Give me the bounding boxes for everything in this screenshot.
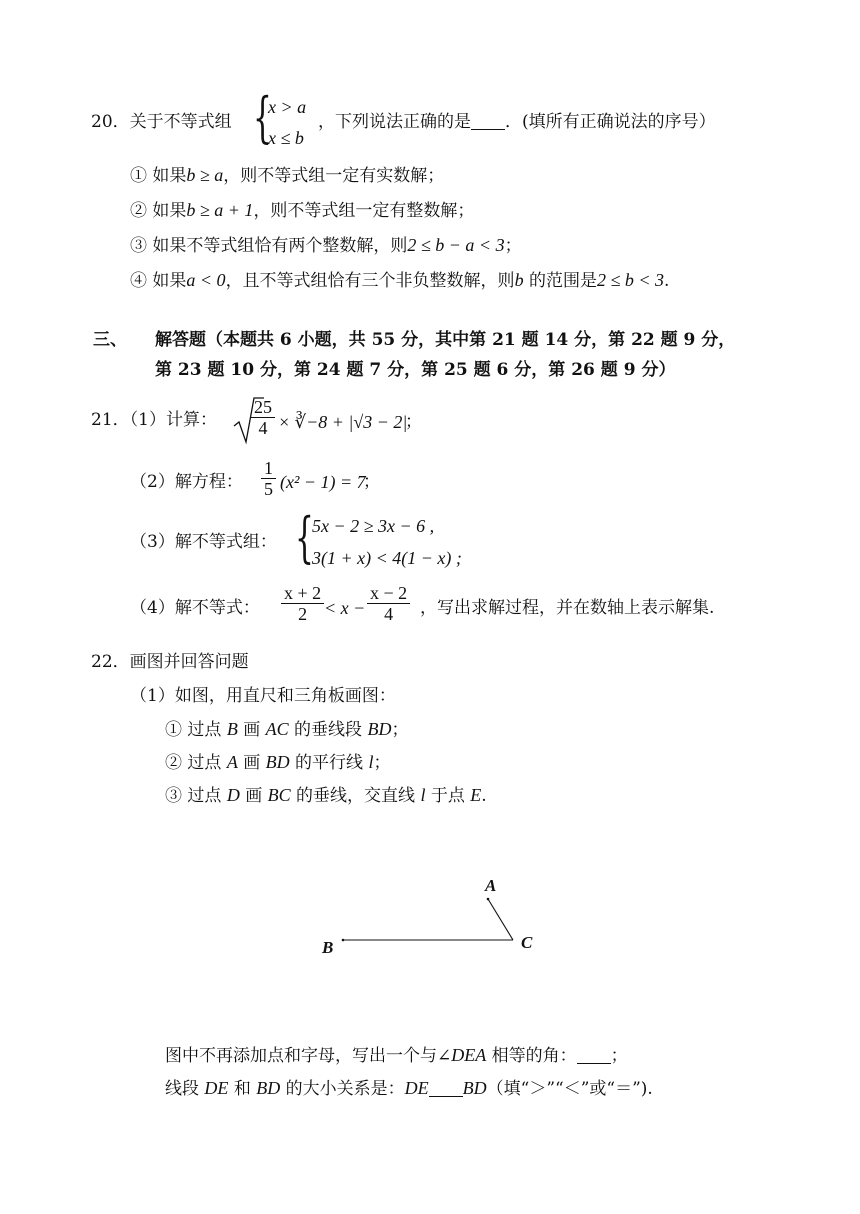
q22-answer-1: 图中不再添加点和字母，写出一个与∠DEA 相等的角： ；	[165, 1045, 628, 1066]
system-brace: {	[253, 86, 272, 149]
q20-answer-blank[interactable]	[471, 111, 505, 130]
q21-p1-fraction: $\frac{25}{4}$	[251, 397, 275, 438]
q22-step-1: ① 过点 B 画 AC 的垂线段 BD；	[165, 719, 409, 740]
system-brace-2: {	[295, 506, 314, 569]
geometry-figure	[300, 860, 560, 970]
q21-number: 21．	[91, 410, 130, 430]
point-b	[342, 939, 345, 942]
q21-part-1-label: （1）计算：	[129, 410, 217, 430]
q20-stem-b: ，下列说法正确的是	[318, 112, 471, 132]
q20-number: 20．	[91, 112, 130, 132]
q21-part-4-label: （4）解不等式：	[130, 598, 260, 618]
section-3-line-1: 解答题（本题共 6 小题，共 55 分，其中第 21 题 14 分，第 22 题 9 分，	[155, 330, 736, 350]
q22-number: 22．	[91, 652, 130, 672]
q22-answer-2: 线段 DE 和 BD 的大小关系是：DE BD（填“＞”“＜”或“＝”).	[165, 1078, 653, 1099]
label-a: A	[485, 876, 497, 895]
q22-angle-blank[interactable]	[577, 1045, 611, 1064]
q21-p4-fraction-2: $\frac{x - 2}{4}$	[367, 583, 410, 624]
q20-system-top: x > a	[268, 97, 307, 117]
section-3-number: 三、	[93, 330, 127, 350]
q21-p1-expression: × ∛−8 + |√3 − 2|	[278, 412, 408, 432]
q20-option-3: ③ 如果不等式组恰有两个整数解，则2 ≤ b − a < 3；	[130, 235, 522, 256]
q22-title: 画图并回答问题	[129, 652, 249, 672]
point-a	[487, 898, 490, 901]
q21-part-2-label: （2）解方程：	[130, 472, 243, 492]
q21-p3-bottom: 3(1 + x) < 4(1 − x) ;	[312, 548, 462, 568]
q21-p4-fraction-1: $\frac{x + 2}{2}$	[281, 583, 324, 624]
q20-stem-a: 关于不等式组	[129, 112, 232, 132]
q21-p4-end: ，写出求解过程，并在数轴上表示解集.	[420, 598, 715, 618]
figure-lines	[300, 860, 560, 970]
q21-p2-fraction: $\frac{1}{5}$	[261, 458, 276, 499]
q21-p2-expression: (x² − 1) = 7	[280, 472, 366, 492]
q22-part-1: （1）如图，用直尺和三角板画图：	[130, 686, 396, 706]
q22-compare-blank[interactable]	[429, 1078, 463, 1097]
q20-option-1: ① 如果b ≥ a，则不等式组一定有实数解；	[130, 165, 445, 186]
q20-stem-c: ．(填所有正确说法的序号）	[505, 112, 716, 132]
segment-ac	[488, 899, 513, 940]
q21-p4-middle: < x −	[324, 598, 366, 618]
label-c: C	[521, 933, 533, 952]
q21-part-3-label: （3）解不等式组：	[130, 532, 277, 552]
section-3-line-2: 第 23 题 10 分，第 24 题 7 分，第 25 题 6 分，第 26 题 9 分）	[155, 360, 676, 380]
q21-p3-top: 5x − 2 ≥ 3x − 6 ,	[312, 516, 435, 536]
q20-option-2: ② 如果b ≥ a + 1，则不等式组一定有整数解；	[130, 200, 475, 221]
label-b: B	[322, 938, 334, 957]
q20-option-4: ④ 如果a < 0，且不等式组恰有三个非负整数解，则b 的范围是2 ≤ b < 3.	[130, 270, 670, 291]
q21-p1-end: ；	[405, 412, 422, 432]
q21-p2-end: ；	[363, 472, 380, 492]
q22-step-2: ② 过点 A 画 BD 的平行线 l；	[165, 752, 391, 773]
q22-step-3: ③ 过点 D 画 BC 的垂线，交直线 l 于点 E.	[165, 785, 487, 806]
q20-system-bottom: x ≤ b	[268, 128, 304, 148]
